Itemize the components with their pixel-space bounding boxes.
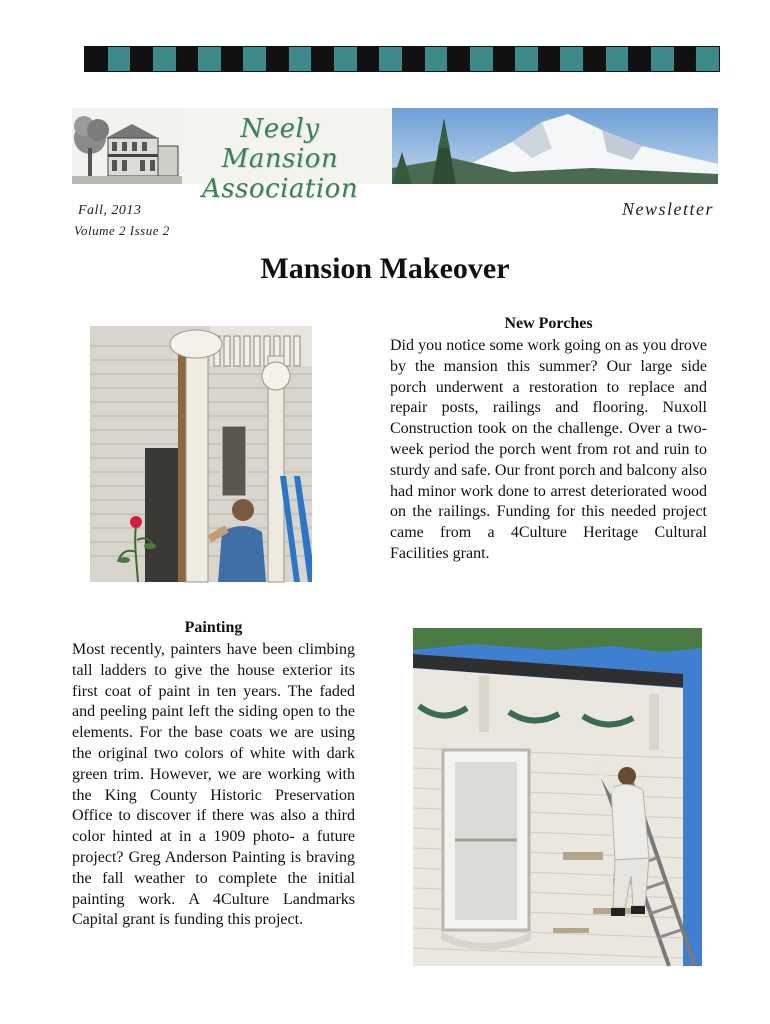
- painting-body: Most recently, painters have been climbing tall ladders to give the house exterior its first coat of paint in ten years. The faded and peeling paint left the siding open to the elements. For the base coats we are using the original two colors of white with dark green trim. However, we are working with the King County Historic Preservation Office to discover if there was also a third color hinted at in a 1909 photo- a future project? Greg Anderson Painting is braving the fall weather to complete the initial painting work. A 4Culture Landmarks Capital grant is funding this project.: [72, 641, 355, 929]
- association-logo-text: [180, 114, 380, 204]
- page-title: Mansion Makeover: [260, 252, 510, 285]
- decorative-strip: [84, 46, 720, 72]
- logo-line-1: Neely Mansion: [221, 114, 339, 174]
- newsletter-label: Newsletter: [622, 199, 714, 219]
- logo-line-2: Association: [201, 174, 359, 204]
- new-porches-body: Did you notice some work going on as you drove by the mansion this summer? Our large side porch underwent a restoration to replace and repair posts, railings and flooring. Nuxoll Construction took on the challenge. Over a two-week period the porch went from rot and ruin to sturdy and safe. Our front porch and balcony also had minor work done to arrest deteriorated wood on the railings. Funding for this needed project came from a 4Culture Heritage Cultural Facilities grant.: [390, 337, 707, 562]
- porch-restoration-photo: [90, 326, 312, 582]
- association-banner: [72, 108, 718, 204]
- painting-section: [72, 618, 355, 931]
- mansion-sketch-image: [72, 108, 182, 184]
- painter-on-ladder-photo: [413, 628, 702, 966]
- issue-volume: Volume 2 Issue 2: [74, 223, 170, 238]
- issue-date: Fall, 2013: [78, 203, 142, 218]
- new-porches-heading: New Porches: [504, 315, 593, 332]
- painting-heading: Painting: [184, 619, 243, 636]
- mountain-landscape-image: [392, 108, 718, 184]
- new-porches-section: [390, 314, 707, 565]
